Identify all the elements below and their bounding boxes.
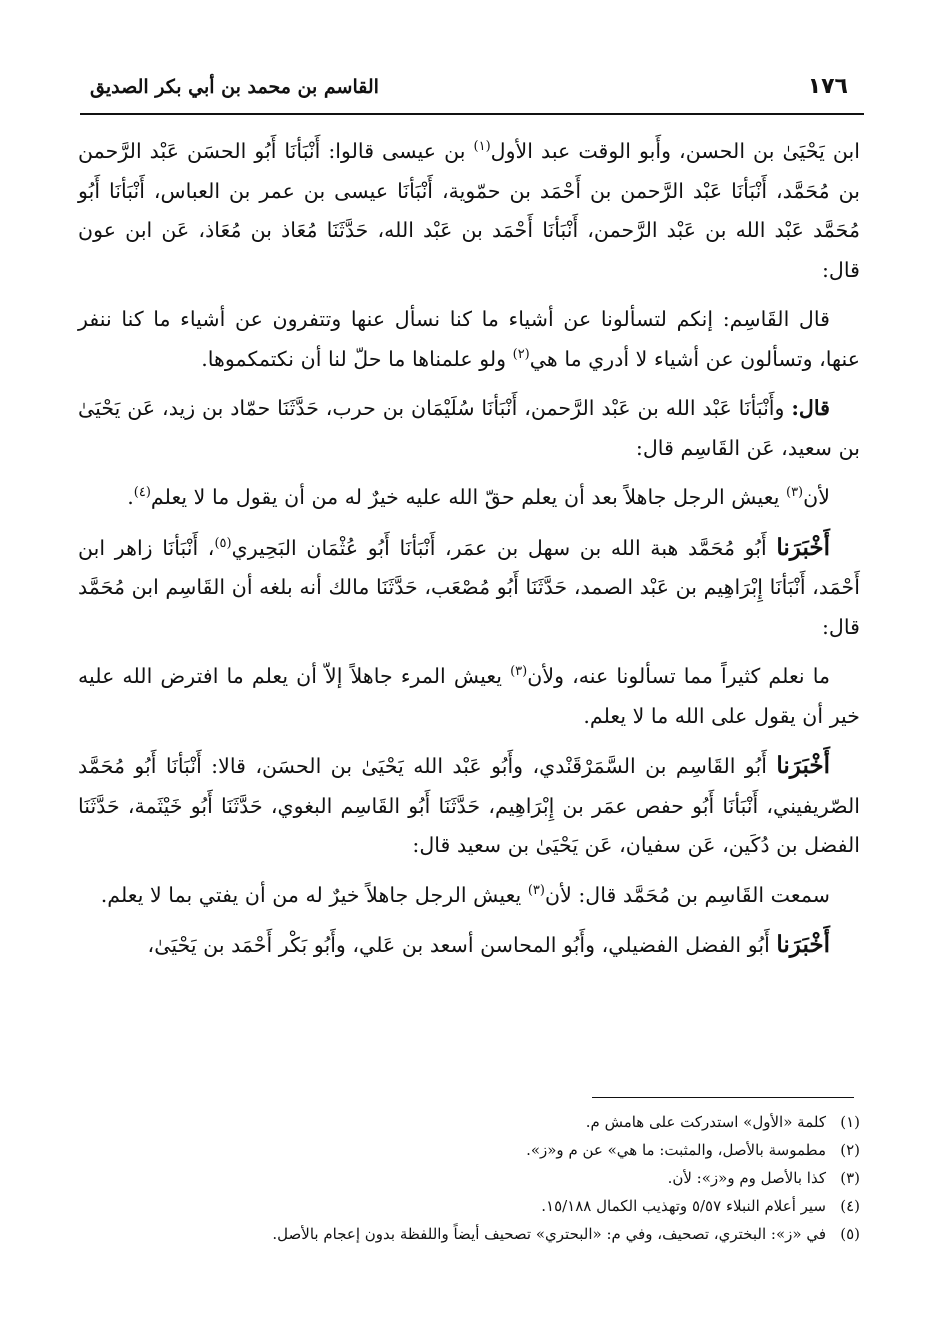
running-title: القاسم بن محمد بن أبي بكر الصديق <box>90 76 379 98</box>
footnote-ref: (٥) <box>214 535 232 551</box>
paragraph-lead: قال: <box>791 396 830 420</box>
paragraph-2: قال القَاسِم: إنكم لتسألونا عن أشياء ما كنا نسأل عنها وتتفرون عن أشياء ما كنا ننفر عنها، وتسألون عن أشياء لا أدري ما هي$^{(٢)}$ ولو علمناها ما حلّ لنا أن نكتمكموها. <box>78 307 860 371</box>
footnote-number: (٥) <box>840 1225 860 1243</box>
header-rule <box>80 113 864 115</box>
footnote-number: (٤) <box>840 1197 860 1215</box>
footnote-text: سير أعلام النبلاء ٥/٥٧ وتهذيب الكمال ١٥/١٨٨. <box>541 1197 826 1215</box>
footnote-item <box>120 1108 860 1136</box>
footnote-item <box>120 1192 860 1220</box>
footnote-number: (٢) <box>840 1141 860 1159</box>
footnote-text: في «ز»: البختري، تصحيف، وفي م: «البحتري» تصحيف أيضاً واللفظة بدون إعجام بالأصل. <box>272 1225 826 1243</box>
footnote-ref: (١) <box>473 139 491 155</box>
page-number: ١٧٦ <box>807 74 848 99</box>
paragraph-6: ما نعلم كثيراً مما تسألونا عنه، ولأن$^{(٣)}$ يعيش المرء جاهلاً إلاّ أن يعلم ما افترض الله عليه خير أن يقول على الله ما لا يعلم. <box>78 664 860 728</box>
paragraph-lead: أَخْبَرَنا <box>776 533 830 561</box>
footnote-text: كلمة «الأول» استدركت على هامش م. <box>585 1113 826 1131</box>
paragraph-4: لأن$^{(٣)}$ يعيش الرجل جاهلاً بعد أن يعلم حقّ الله عليه خيرٌ له من أن يقول ما لا يعلم$^{(٤)}$. <box>127 485 830 509</box>
footnote-item <box>120 1220 860 1248</box>
footnote-number: (١) <box>840 1113 860 1131</box>
main-text <box>78 132 860 966</box>
footnote-text: مطموسة بالأصل، والمثبت: ما هي» عن م و«ز». <box>526 1141 826 1159</box>
footnote-ref: (٣) <box>510 664 528 680</box>
footnote-number: (٣) <box>840 1169 860 1187</box>
paragraph-1: ابن يَحْيَىٰ بن الحسن، وأَبو الوقت عبد الأول$^{(١)}$ بن عيسى قالوا: أَنْبَأنَا أَبُو الحسَن عَبْد الرَّحمن بن مُحَمَّد، أَنْبَأنَا عَبْد الرَّحمن بن أَحْمَد بن حمّوية، أَنْبَأنَا عيسى بن عمر بن العباس، أَنْبَأنَا أَبُو مُحَمَّد عَبْد الله بن عَبْد الرَّحمن، أَنْبَأنَا أَحْمَد بن عَبْد الله، حَدَّثَنَا مُعَاذ بن مُعَاذ، عَن ابن عون قال: <box>78 139 860 282</box>
footnote-ref: (٣) <box>527 882 545 898</box>
paragraph-7: أَخْبَرَنا أَبُو القَاسِم بن السَّمَرْقَنْدي، وأَبُو عَبْد الله يَحْيَىٰ بن الحسَن، قالا: أَنْبَأنَا أَبُو مُحَمَّد الصّريفيني، أَنْبَأنَا أَبُو حفص عمَر بن إِبْرَاهِيم، حَدَّثَنَا أَبُو القَاسِم البغوي، حَدَّثَنَا أَبُو خَيْثَمة، حَدَّثَنَا الفضل بن دُكَين، عَن سفيان، عَن يَحْيَىٰ بن سعيد قال: <box>78 752 860 857</box>
page-header <box>90 72 858 112</box>
paragraph-9: أَخْبَرَنا أَبُو الفضل الفضيلي، وأَبُو المحاسن أسعد بن عَلي، وأَبُو بَكْر أَحْمَد بن يَحْيَىٰ، <box>147 931 830 958</box>
footnote-item <box>120 1164 860 1192</box>
paragraph-8: سمعت القَاسِم بن مُحَمَّد قال: لأن$^{(٣)}$ يعيش الرجل جاهلاً خيرٌ له من أن يفتي بما لا يعلم. <box>100 882 830 907</box>
footnote-ref: (٣) <box>785 485 804 501</box>
footnote-ref: (٢) <box>512 346 530 362</box>
paragraph-5: أَخْبَرَنا أَبُو مُحَمَّد هبة الله بن سهل بن عمَر، أَنْبَأنَا أَبُو عُثْمَان البَحِيري$^{(٥)}$، أَنْبَأنَا زاهر ابن أَحْمَد، أَنْبَأنَا إِبْرَاهِيم بن عَبْد الصمد، حَدَّثَنَا أَبُو مُصْعَب، حَدَّثَنَا مالك أنه بلغه أن القَاسِم ابن مُحَمَّد قال: <box>78 533 860 639</box>
paragraph-3: قال: وأَنْبَأنَا عَبْد الله بن عَبْد الرَّحمن، أَنْبَأنَا سُلَيْمَان بن حرب، حَدَّثَنَا حمّاد بن زيد، عَن يَحْيَىٰ بن سعيد، عَن القَاسِم قال: <box>78 396 860 460</box>
paragraph-lead: أَخْبَرَنا <box>776 752 830 779</box>
footnote-rule <box>592 1097 854 1098</box>
paragraph-lead: أَخْبَرَنا <box>776 931 830 958</box>
footnotes <box>120 1108 860 1248</box>
footnote-text: كذا بالأصل وم و«ز»: لأن. <box>667 1169 826 1187</box>
footnote-ref: (٤) <box>133 485 151 501</box>
footnote-item <box>120 1136 860 1164</box>
